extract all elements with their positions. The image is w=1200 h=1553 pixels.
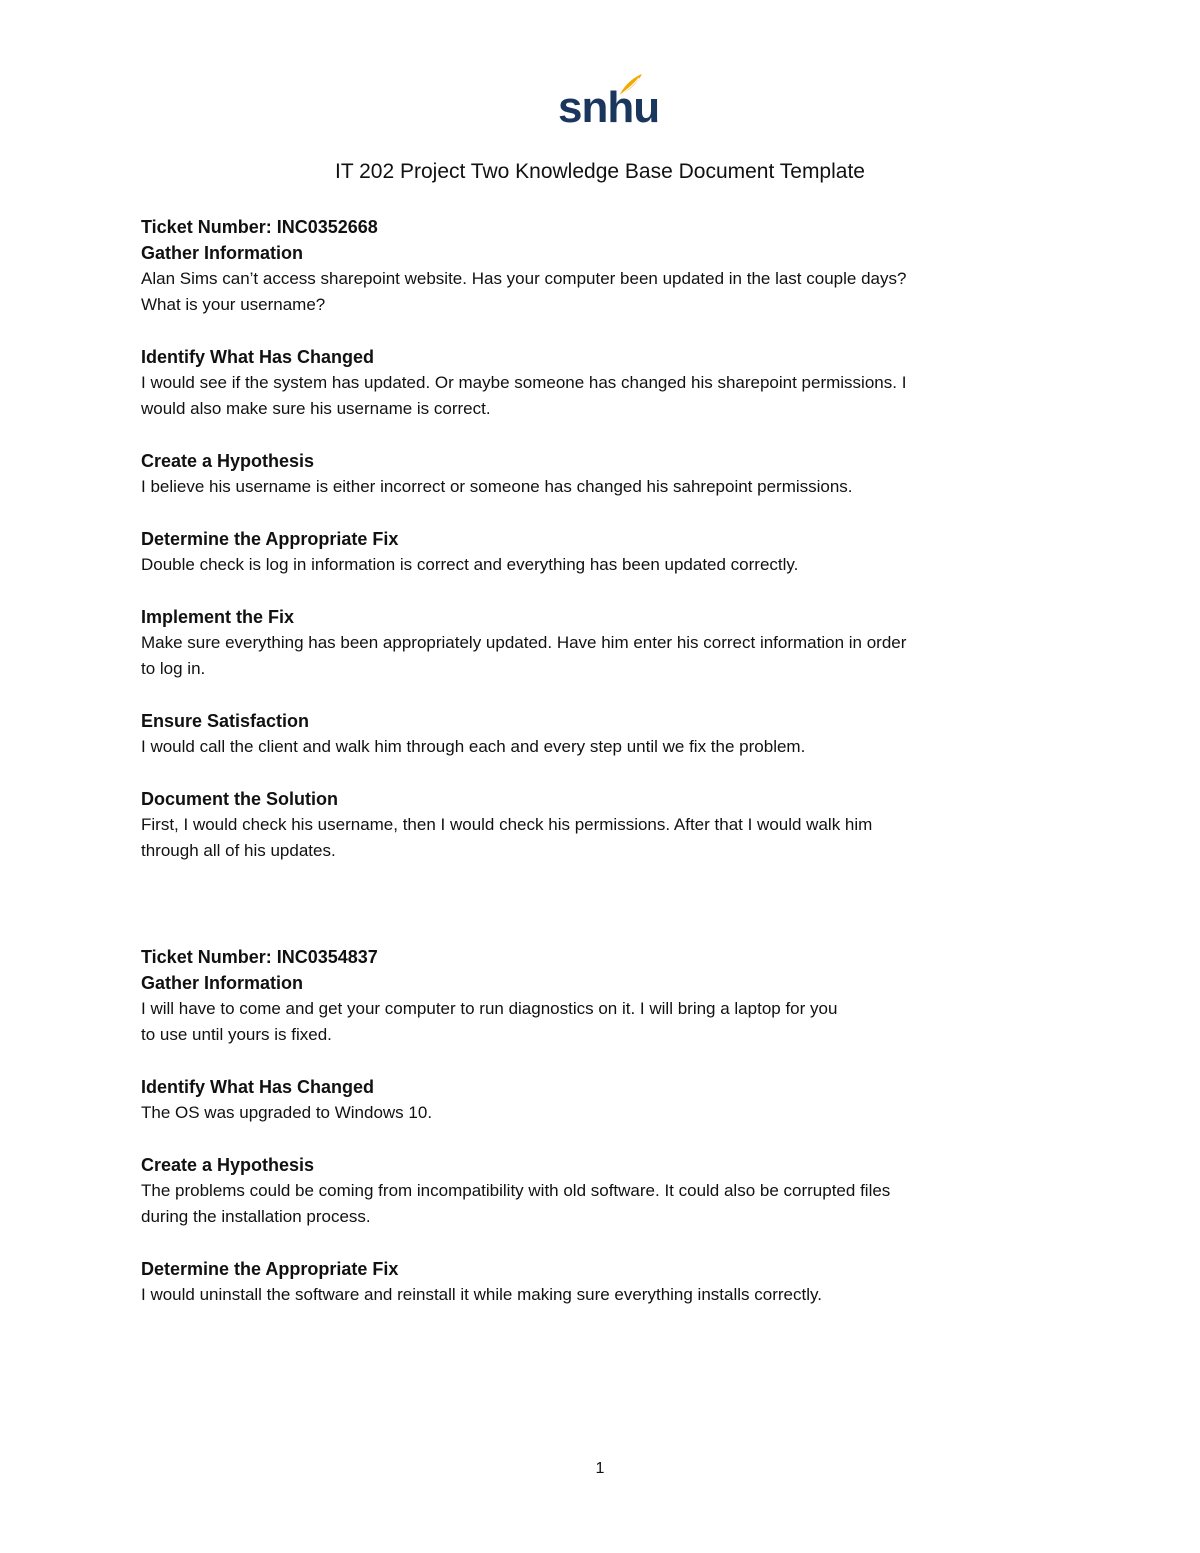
- section-hypothesis: [141, 448, 1061, 500]
- section-gather-information: [141, 970, 1061, 1048]
- section-body: Make sure everything has been appropriately updated. Have him enter his correct information in order to log in.: [141, 633, 907, 678]
- section-hypothesis: [141, 1152, 1061, 1230]
- section-identify-changes: [141, 1074, 1061, 1126]
- section-heading: Ensure Satisfaction: [141, 711, 310, 731]
- section-implement-fix: [141, 604, 1061, 682]
- section-heading: Determine the Appropriate Fix: [141, 529, 399, 549]
- section-body: I will have to come and get your computer to run diagnostics on it. I will bring a laptop for you to use until yours is fixed.: [141, 999, 838, 1044]
- section-heading: Document the Solution: [141, 789, 338, 809]
- section-heading: Gather Information: [141, 973, 304, 993]
- snhu-logo: [558, 72, 660, 132]
- section-heading: Determine the Appropriate Fix: [141, 1259, 399, 1279]
- ticket-number: Ticket Number: INC0354837: [141, 947, 378, 967]
- section-heading: Identify What Has Changed: [141, 347, 375, 367]
- document-title: IT 202 Project Two Knowledge Base Document Template: [335, 160, 865, 183]
- document-body: [141, 214, 1061, 1334]
- leaf-flame-icon: [616, 72, 644, 100]
- section-body: I would see if the system has updated. Or maybe someone has changed his sharepoint permissions. I would also make sure his username is correct.: [141, 373, 907, 418]
- section-heading: Implement the Fix: [141, 607, 295, 627]
- section-body: I believe his username is either incorrect or someone has changed his sahrepoint permissions.: [141, 477, 853, 496]
- ticket-block: [141, 944, 1061, 1308]
- section-body: First, I would check his username, then I would check his permissions. After that I would walk him through all of his updates.: [141, 815, 873, 860]
- logo-text: snhu: [558, 83, 660, 132]
- ticket-block: [141, 214, 1061, 864]
- section-body: The problems could be coming from incompatibility with old software. It could also be corrupted files during the installation process.: [141, 1181, 891, 1226]
- page-number: 1: [595, 1460, 605, 1477]
- section-body: Alan Sims can’t access sharepoint website. Has your computer been updated in the last couple days? What is your username?: [141, 269, 907, 314]
- section-heading: Create a Hypothesis: [141, 451, 315, 471]
- section-body: I would uninstall the software and reinstall it while making sure everything installs correctly.: [141, 1285, 822, 1304]
- section-determine-fix: [141, 1256, 1061, 1308]
- section-determine-fix: [141, 526, 1061, 578]
- section-heading: Identify What Has Changed: [141, 1077, 375, 1097]
- section-heading: Create a Hypothesis: [141, 1155, 315, 1175]
- section-identify-changes: [141, 344, 1061, 422]
- section-body: Double check is log in information is correct and everything has been updated correctly.: [141, 555, 799, 574]
- section-ensure-satisfaction: [141, 708, 1061, 760]
- section-body: The OS was upgraded to Windows 10.: [141, 1103, 433, 1122]
- ticket-number: Ticket Number: INC0352668: [141, 217, 378, 237]
- section-heading: Gather Information: [141, 243, 304, 263]
- section-body: I would call the client and walk him through each and every step until we fix the problem.: [141, 737, 806, 756]
- section-document-solution: [141, 786, 1061, 864]
- section-gather-information: [141, 240, 1061, 318]
